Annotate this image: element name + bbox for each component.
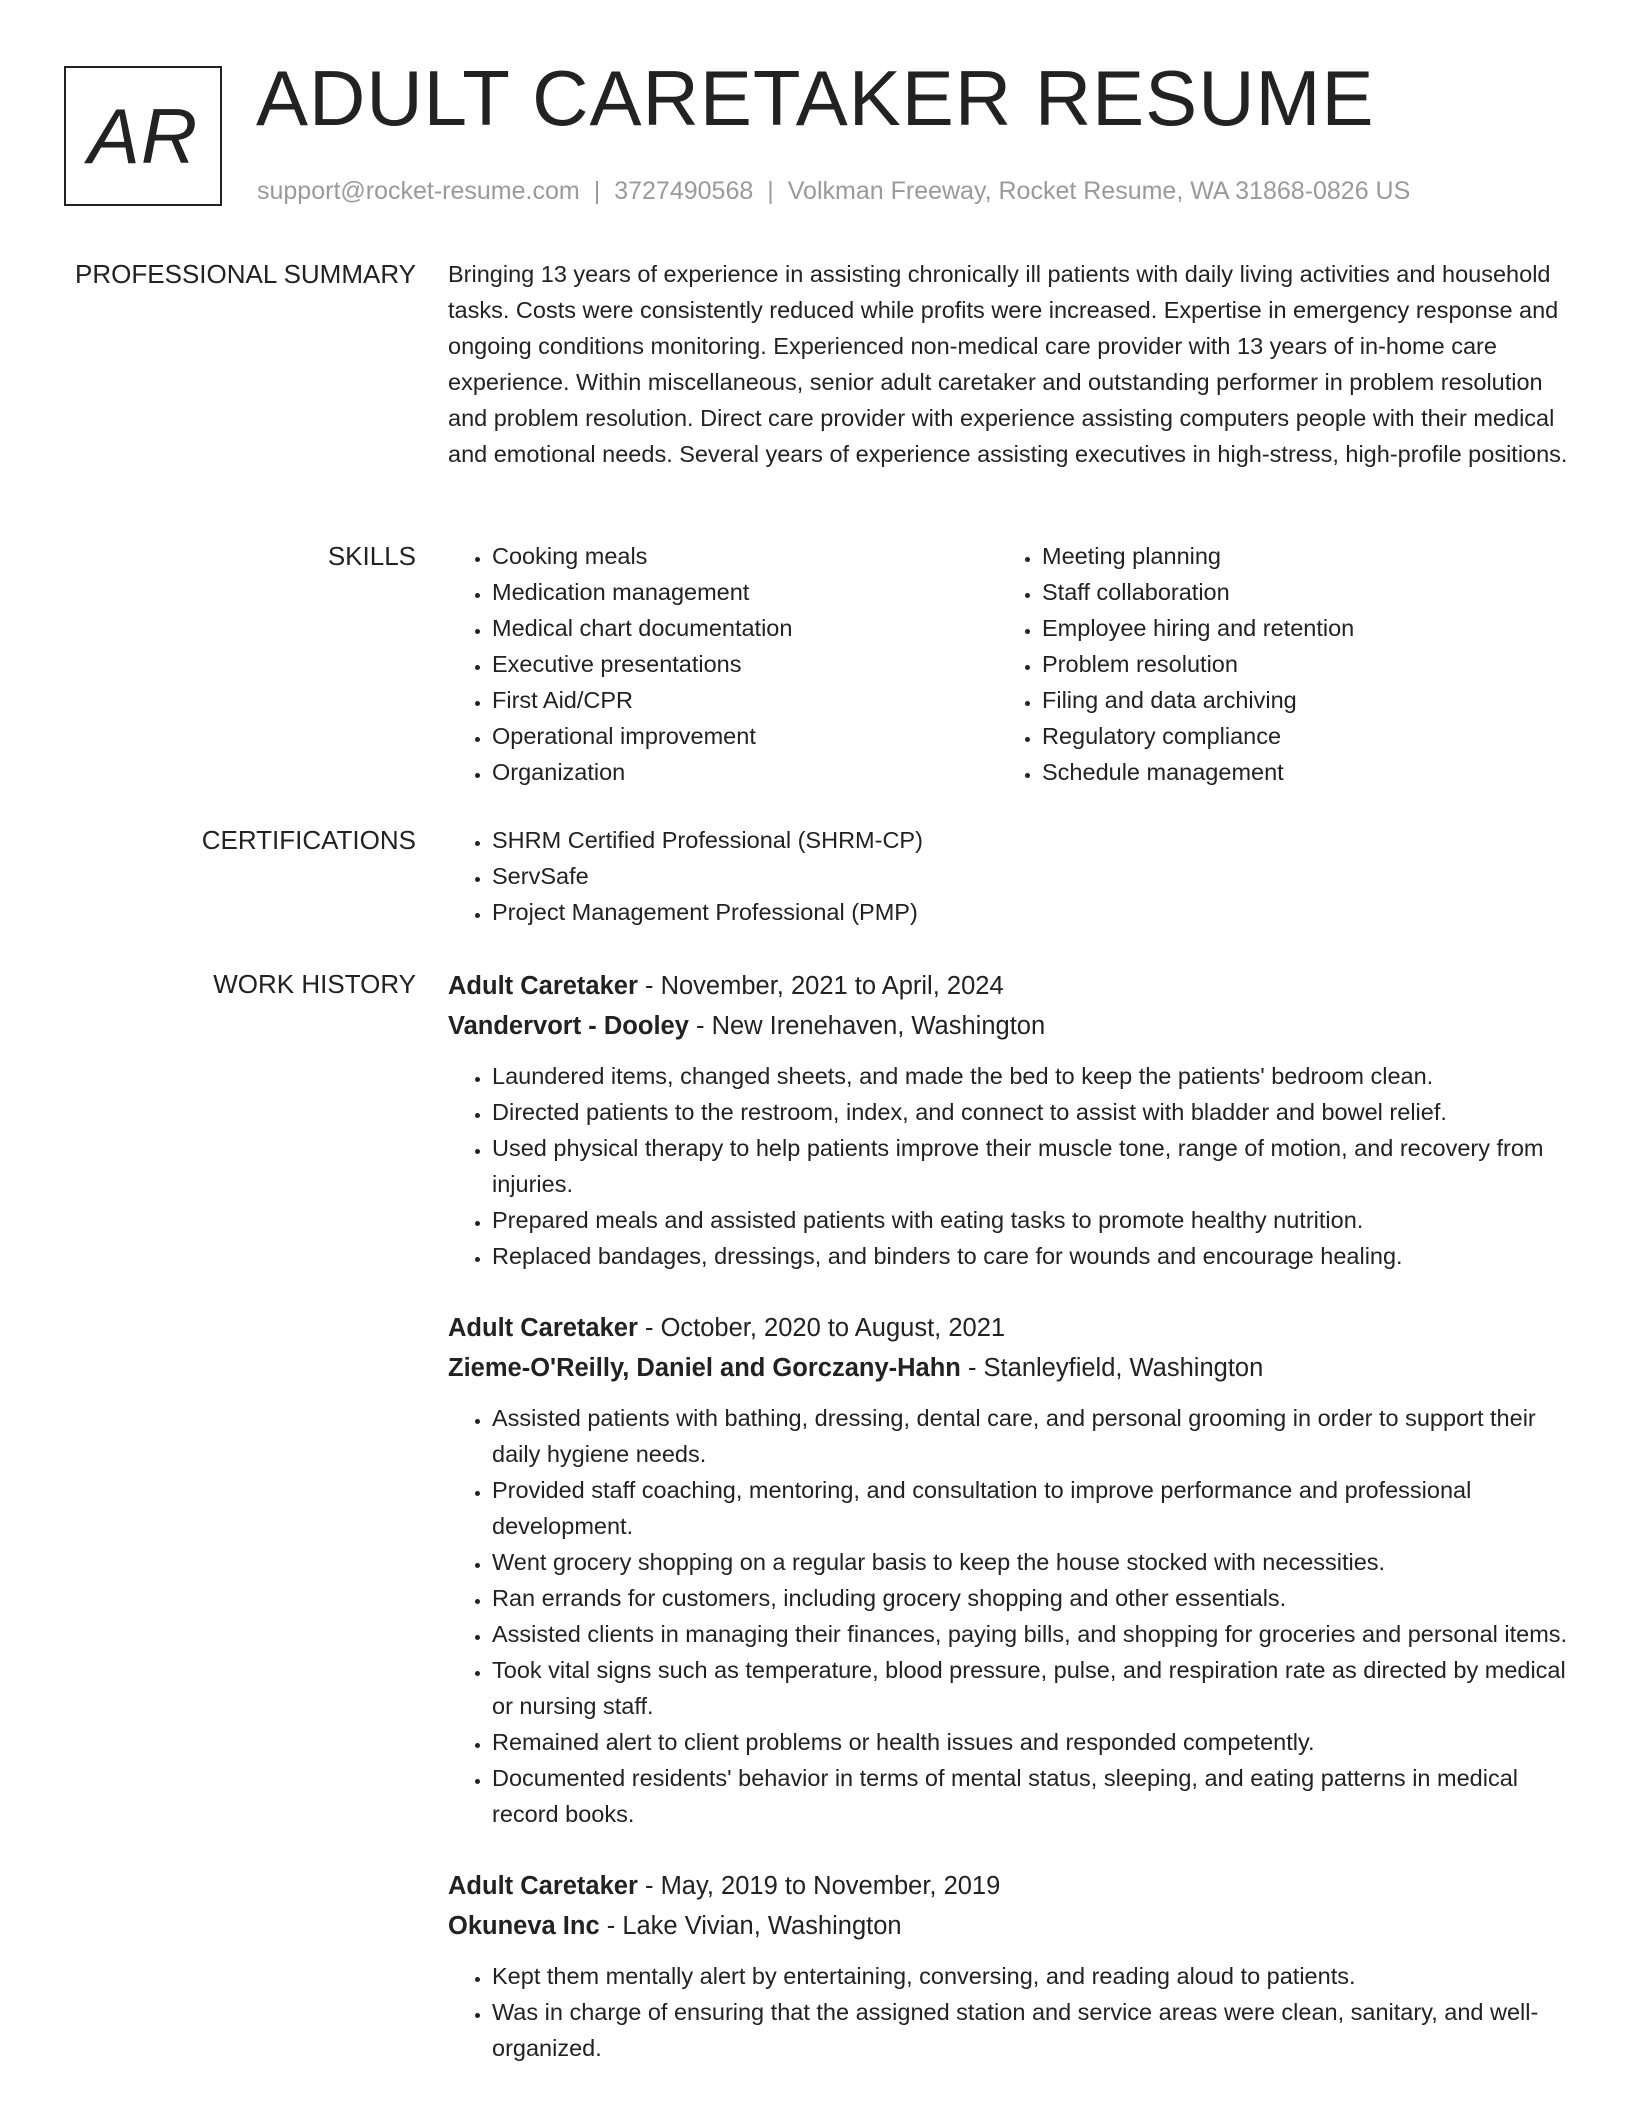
job-title: Adult Caretaker — [448, 1872, 638, 1900]
job-duty-item: • Documented residents' behavior in terms of mental status, sleeping, and eating patterns in medical record books. — [492, 1760, 1568, 1832]
job-duty-item: • Laundered items, changed sheets, and made the bed to keep the patients' bedroom clean. — [492, 1058, 1568, 1094]
skills-content — [448, 538, 1568, 790]
skills-list-left — [448, 538, 998, 790]
job-duties-list — [448, 1400, 1568, 1832]
job-duty-item: • Went grocery shopping on a regular basis to keep the house stocked with necessities. — [492, 1544, 1568, 1580]
summary-text: Bringing 13 years of experience in assisting chronically ill patients with daily living activities and household tasks. Costs were consistently reduced while profits were increased. Expertise in emergency response and ongoing conditions monitoring. Experienced non-medical care provider with 13 years of in-home care experience. Within miscellaneous, senior adult caretaker and outstanding performer in problem resolution and problem resolution. Direct care provider with experience assisting computers people with their medical and emotional needs. Several years of experience assisting executives in high-stress, high-profile positions. — [448, 261, 1568, 467]
contact-phone[interactable]: 3727490568 — [614, 177, 754, 205]
work-history-label: WORK HISTORY — [213, 969, 416, 999]
skill-item: • Executive presentations — [492, 646, 998, 682]
job-location: - Lake Vivian, Washington — [599, 1912, 902, 1940]
job-title-line — [448, 1308, 1568, 1348]
certification-item: • Project Management Professional (PMP) — [492, 894, 1568, 930]
skill-item: • Organization — [492, 754, 998, 790]
work-history-content — [448, 966, 1568, 2100]
skill-item: • Problem resolution — [1042, 646, 1548, 682]
skills-label: SKILLS — [327, 541, 416, 571]
job-entry — [448, 966, 1568, 1274]
skill-item: • Schedule management — [1042, 754, 1548, 790]
job-company: Zieme-O'Reilly, Daniel and Gorczany-Hahn — [448, 1354, 961, 1382]
skill-item: • Operational improvement — [492, 718, 998, 754]
job-duty-item: • Remained alert to client problems or health issues and responded competently. — [492, 1724, 1568, 1760]
summary-label: PROFESSIONAL SUMMARY — [75, 259, 416, 289]
job-duties-list — [448, 1058, 1568, 1274]
skill-item: • Medication management — [492, 574, 998, 610]
skills-column-right — [998, 538, 1548, 790]
job-dates: - November, 2021 to April, 2024 — [637, 972, 1004, 1000]
job-company: Vandervort - Dooley — [448, 1012, 689, 1040]
job-duty-item: • Kept them mentally alert by entertaining, conversing, and reading aloud to patients. — [492, 1958, 1568, 1994]
monogram-box — [64, 66, 222, 206]
job-duty-item: • Took vital signs such as temperature, blood pressure, pulse, and respiration rate as directed by medical or nursing staff. — [492, 1652, 1568, 1724]
job-location: - New Irenehaven, Washington — [688, 1012, 1046, 1040]
certifications-content — [448, 822, 1568, 930]
contact-separator: | — [593, 177, 601, 205]
job-duty-item: • Assisted patients with bathing, dressing, dental care, and personal grooming in order to support their daily hygiene needs. — [492, 1400, 1568, 1472]
skill-item: • Staff collaboration — [1042, 574, 1548, 610]
skill-item: • Filing and data archiving — [1042, 682, 1548, 718]
job-location: - Stanleyfield, Washington — [960, 1354, 1264, 1382]
job-duty-item: • Prepared meals and assisted patients with eating tasks to promote healthy nutrition. — [492, 1202, 1568, 1238]
certification-item: • ServSafe — [492, 858, 1568, 894]
job-dates: - October, 2020 to August, 2021 — [637, 1314, 1006, 1342]
job-company-line — [448, 1348, 1568, 1388]
job-title-line — [448, 966, 1568, 1006]
job-company-line — [448, 1906, 1568, 1946]
job-title: Adult Caretaker — [448, 1314, 638, 1342]
contact-line — [257, 174, 1410, 208]
contact-email[interactable]: support@rocket-resume.com — [257, 177, 580, 205]
skills-column-left — [448, 538, 998, 790]
skill-item: • Meeting planning — [1042, 538, 1548, 574]
job-company: Okuneva Inc — [448, 1912, 600, 1940]
job-duty-item: • Was in charge of ensuring that the assigned station and service areas were clean, sanitary, and well-organized. — [492, 1994, 1568, 2066]
job-duties-list — [448, 1958, 1568, 2066]
skills-list-right — [998, 538, 1548, 790]
job-company-line — [448, 1006, 1568, 1046]
skill-item: • Employee hiring and retention — [1042, 610, 1548, 646]
job-duty-item: • Ran errands for customers, including grocery shopping and other essentials. — [492, 1580, 1568, 1616]
skill-item: • Cooking meals — [492, 538, 998, 574]
job-entry — [448, 1866, 1568, 2066]
job-entry — [448, 1308, 1568, 1832]
resume-title: ADULT CARETAKER RESUME — [256, 54, 1375, 142]
certifications-label: CERTIFICATIONS — [201, 825, 416, 855]
skill-item: • Regulatory compliance — [1042, 718, 1548, 754]
job-duty-item: • Directed patients to the restroom, index, and connect to assist with bladder and bowel relief. — [492, 1094, 1568, 1130]
contact-separator: | — [767, 177, 774, 205]
job-duty-item: • Assisted clients in managing their finances, paying bills, and shopping for groceries and personal items. — [492, 1616, 1568, 1652]
certifications-list — [448, 822, 1568, 930]
job-title-line — [448, 1866, 1568, 1906]
job-title: Adult Caretaker — [448, 972, 638, 1000]
skill-item: • Medical chart documentation — [492, 610, 998, 646]
skill-item: • First Aid/CPR — [492, 682, 998, 718]
job-duty-item: • Replaced bandages, dressings, and binders to care for wounds and encourage healing. — [492, 1238, 1568, 1274]
job-dates: - May, 2019 to November, 2019 — [637, 1872, 1001, 1900]
certification-item: • SHRM Certified Professional (SHRM-CP) — [492, 822, 1568, 858]
job-duty-item: • Used physical therapy to help patients improve their muscle tone, range of motion, and recovery from injuries. — [492, 1130, 1568, 1202]
summary-content — [448, 256, 1568, 472]
contact-address: Volkman Freeway, Rocket Resume, WA 31868-0826 US — [787, 177, 1411, 205]
job-duty-item: • Provided staff coaching, mentoring, and consultation to improve performance and professional development. — [492, 1472, 1568, 1544]
monogram-initials: AR — [87, 91, 199, 180]
